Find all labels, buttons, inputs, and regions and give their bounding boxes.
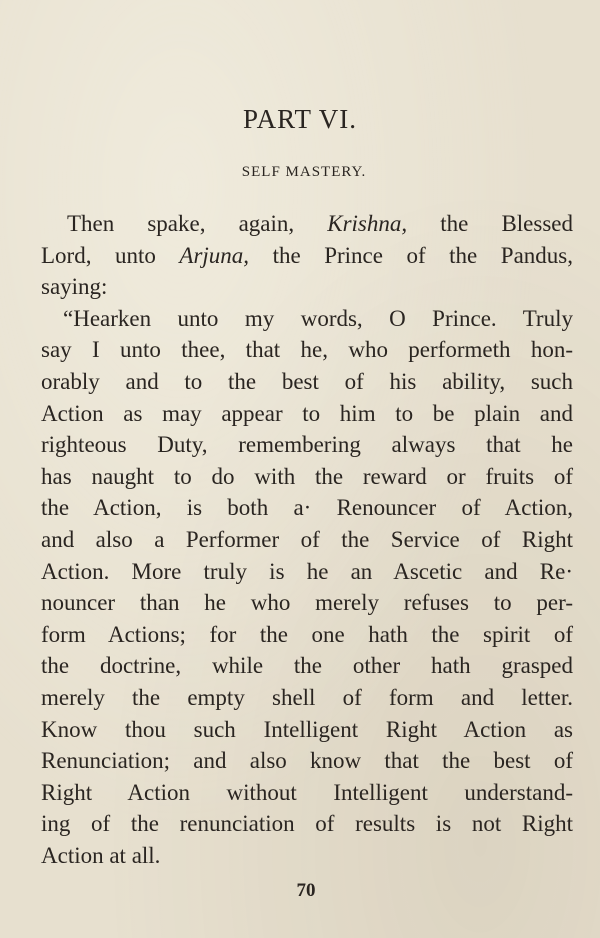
text-line: “Hearken unto my words, O Prince. Truly [63,305,573,331]
page-number: 70 [296,880,316,901]
text-line: has naught to do with the reward or fruits of [41,463,573,489]
text-line: Right Action without Intelligent understand- [41,779,573,805]
text-line: Action at all. [41,842,161,868]
section-title: SELF MASTERY. [241,164,367,180]
text-line: righteous Duty, remembering always that he [41,432,573,458]
text-line: ing of the renunciation of results is not Right [41,811,573,837]
text-line: form Actions; for the one hath the spirit of [41,621,573,647]
text-line: Renunciation; and also know that the best of [41,748,573,774]
part-title: PART VI. [243,104,357,134]
text-line: the Action, is both a· Renouncer of Action, [41,495,573,521]
text-line: nouncer than he who merely refuses to per- [41,590,573,616]
name-arjuna: Arjuna, [179,242,250,268]
text-line: Know thou such Intelligent Right Action as [41,716,573,742]
text-line: orably and to the best of his ability, such [41,368,573,394]
text-line: say I unto thee, that he, who performeth hon- [41,337,573,363]
text-line: Action as may appear to him to be plain and [41,400,573,426]
text-line: Lord, unto Arjuna, the Prince of the Pandus, [41,242,573,268]
text-line: and also a Performer of the Service of Right [41,526,573,552]
text-line: the doctrine, while the other hath grasped [41,653,573,679]
name-krishna: Krishna, [327,211,408,236]
text-line: Action. More truly is he an Ascetic and Re· [41,558,573,584]
text-line: saying: [41,274,108,300]
body-text [41,208,573,871]
text-line: Then spake, again, Krishna, the Blessed [67,211,573,236]
text-line: merely the empty shell of form and letter. [41,684,573,710]
